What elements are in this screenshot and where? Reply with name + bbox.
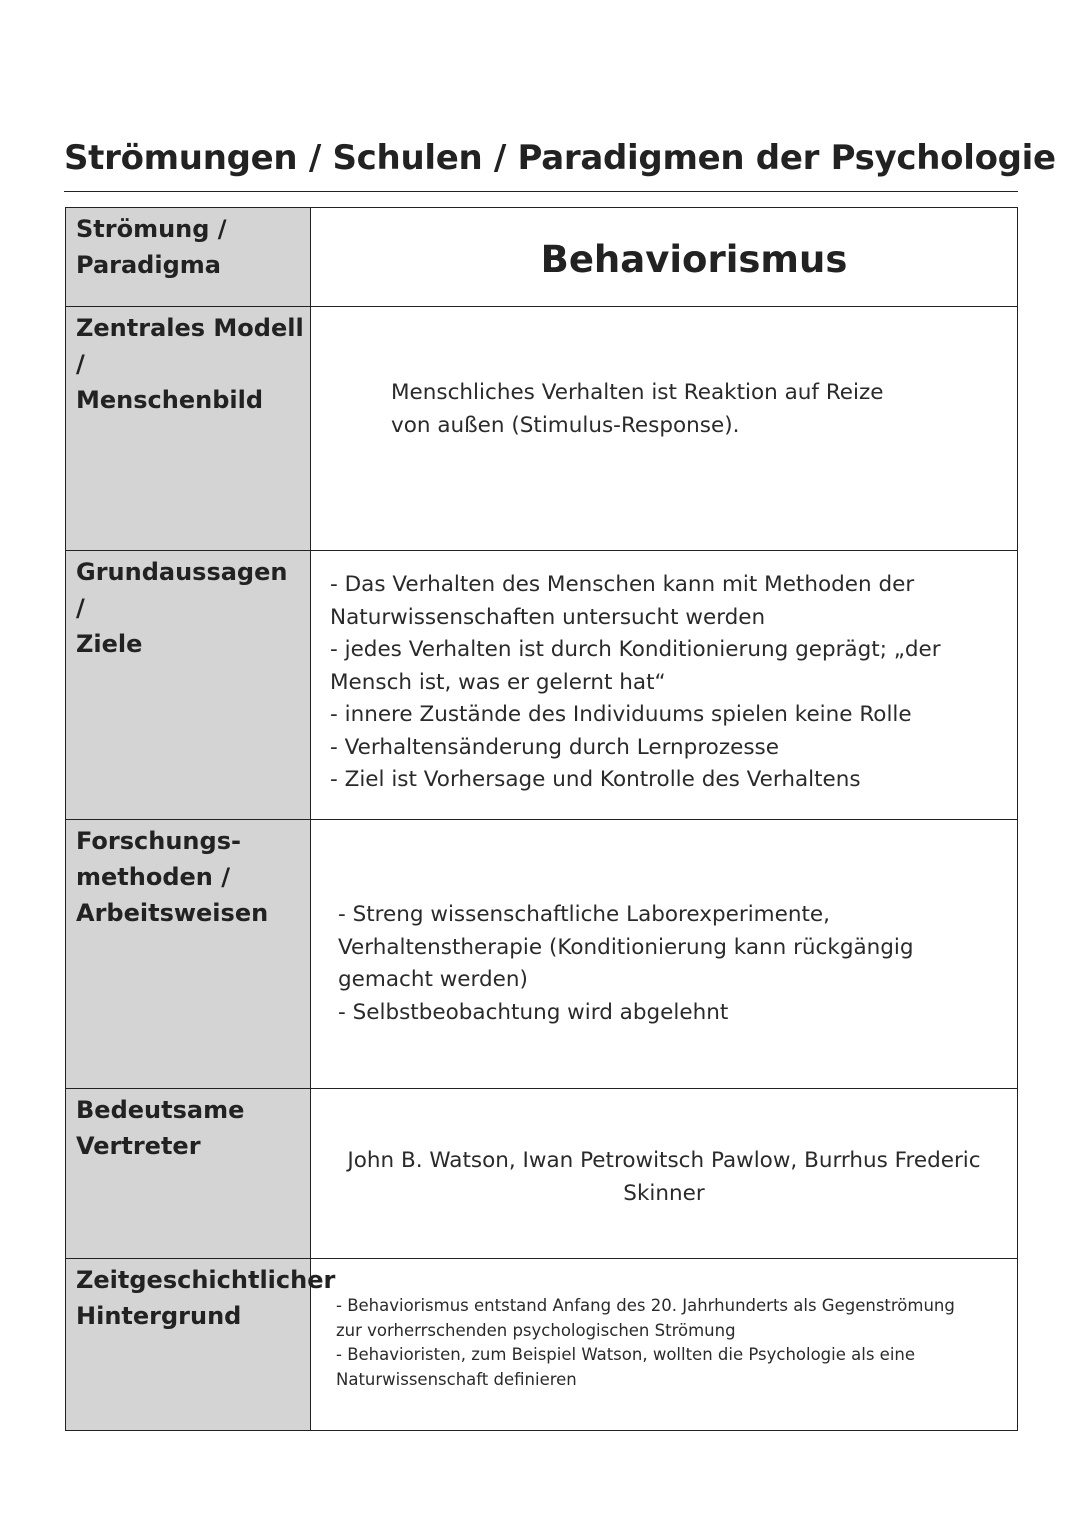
row-content-vertreter	[311, 1089, 1017, 1259]
row-content-menschenbild	[311, 307, 1017, 551]
row-label-paradigma: Strömung / Paradigma	[66, 208, 311, 307]
page-title: Strömungen / Schulen / Paradigmen der Psychologie	[64, 138, 1056, 178]
row-content-forschungsmethoden	[311, 820, 1017, 1089]
paradigm-name: Behaviorismus	[540, 238, 848, 281]
row-content-paradigma	[311, 208, 1017, 307]
title-underline	[64, 191, 1018, 192]
row-label-forschungsmethoden: Forschungs- methoden / Arbeitsweisen	[66, 820, 311, 1089]
row-label-menschenbild: Zentrales Modell / Menschenbild	[66, 307, 311, 551]
row-label-hintergrund: Zeitgeschichtlicher Hintergrund	[66, 1259, 311, 1430]
row-content-hintergrund	[311, 1259, 1017, 1430]
menschenbild-text: Menschliches Verhalten ist Reaktion auf Reize von außen (Stimulus-Response).	[391, 380, 884, 438]
grundaussagen-text: - Das Verhalten des Menschen kann mit Methoden der Naturwissenschaften untersucht werden - jedes Verhalten ist durch Konditionierung geprägt; „der Mensch ist, was er gelernt hat“ - innere Zustände des Individuums spielen keine Rolle - Verhaltensänderung durch Lernprozesse - Ziel ist Vorhersage und Kontrolle des Verhaltens	[330, 572, 941, 792]
paradigm-table	[65, 207, 1018, 1431]
forschungsmethoden-text: - Streng wissenschaftliche Laborexperimente, Verhaltenstherapie (Konditionierung kann rückgängig gemacht werden) - Selbstbeobachtung wird abgelehnt	[338, 902, 914, 1025]
row-content-grundaussagen	[311, 551, 1017, 820]
vertreter-text: John B. Watson, Iwan Petrowitsch Pawlow, Burrhus Frederic Skinner	[347, 1148, 981, 1206]
hintergrund-text: - Behaviorismus entstand Anfang des 20. Jahrhunderts als Gegenströmung zur vorherrschenden psychologischen Strömung - Behavioristen, zum Beispiel Watson, wollten die Psychologie als eine Naturwissenschaft definieren	[336, 1296, 955, 1389]
row-label-grundaussagen: Grundaussagen / Ziele	[66, 551, 311, 820]
row-label-vertreter: Bedeutsame Vertreter	[66, 1089, 311, 1259]
